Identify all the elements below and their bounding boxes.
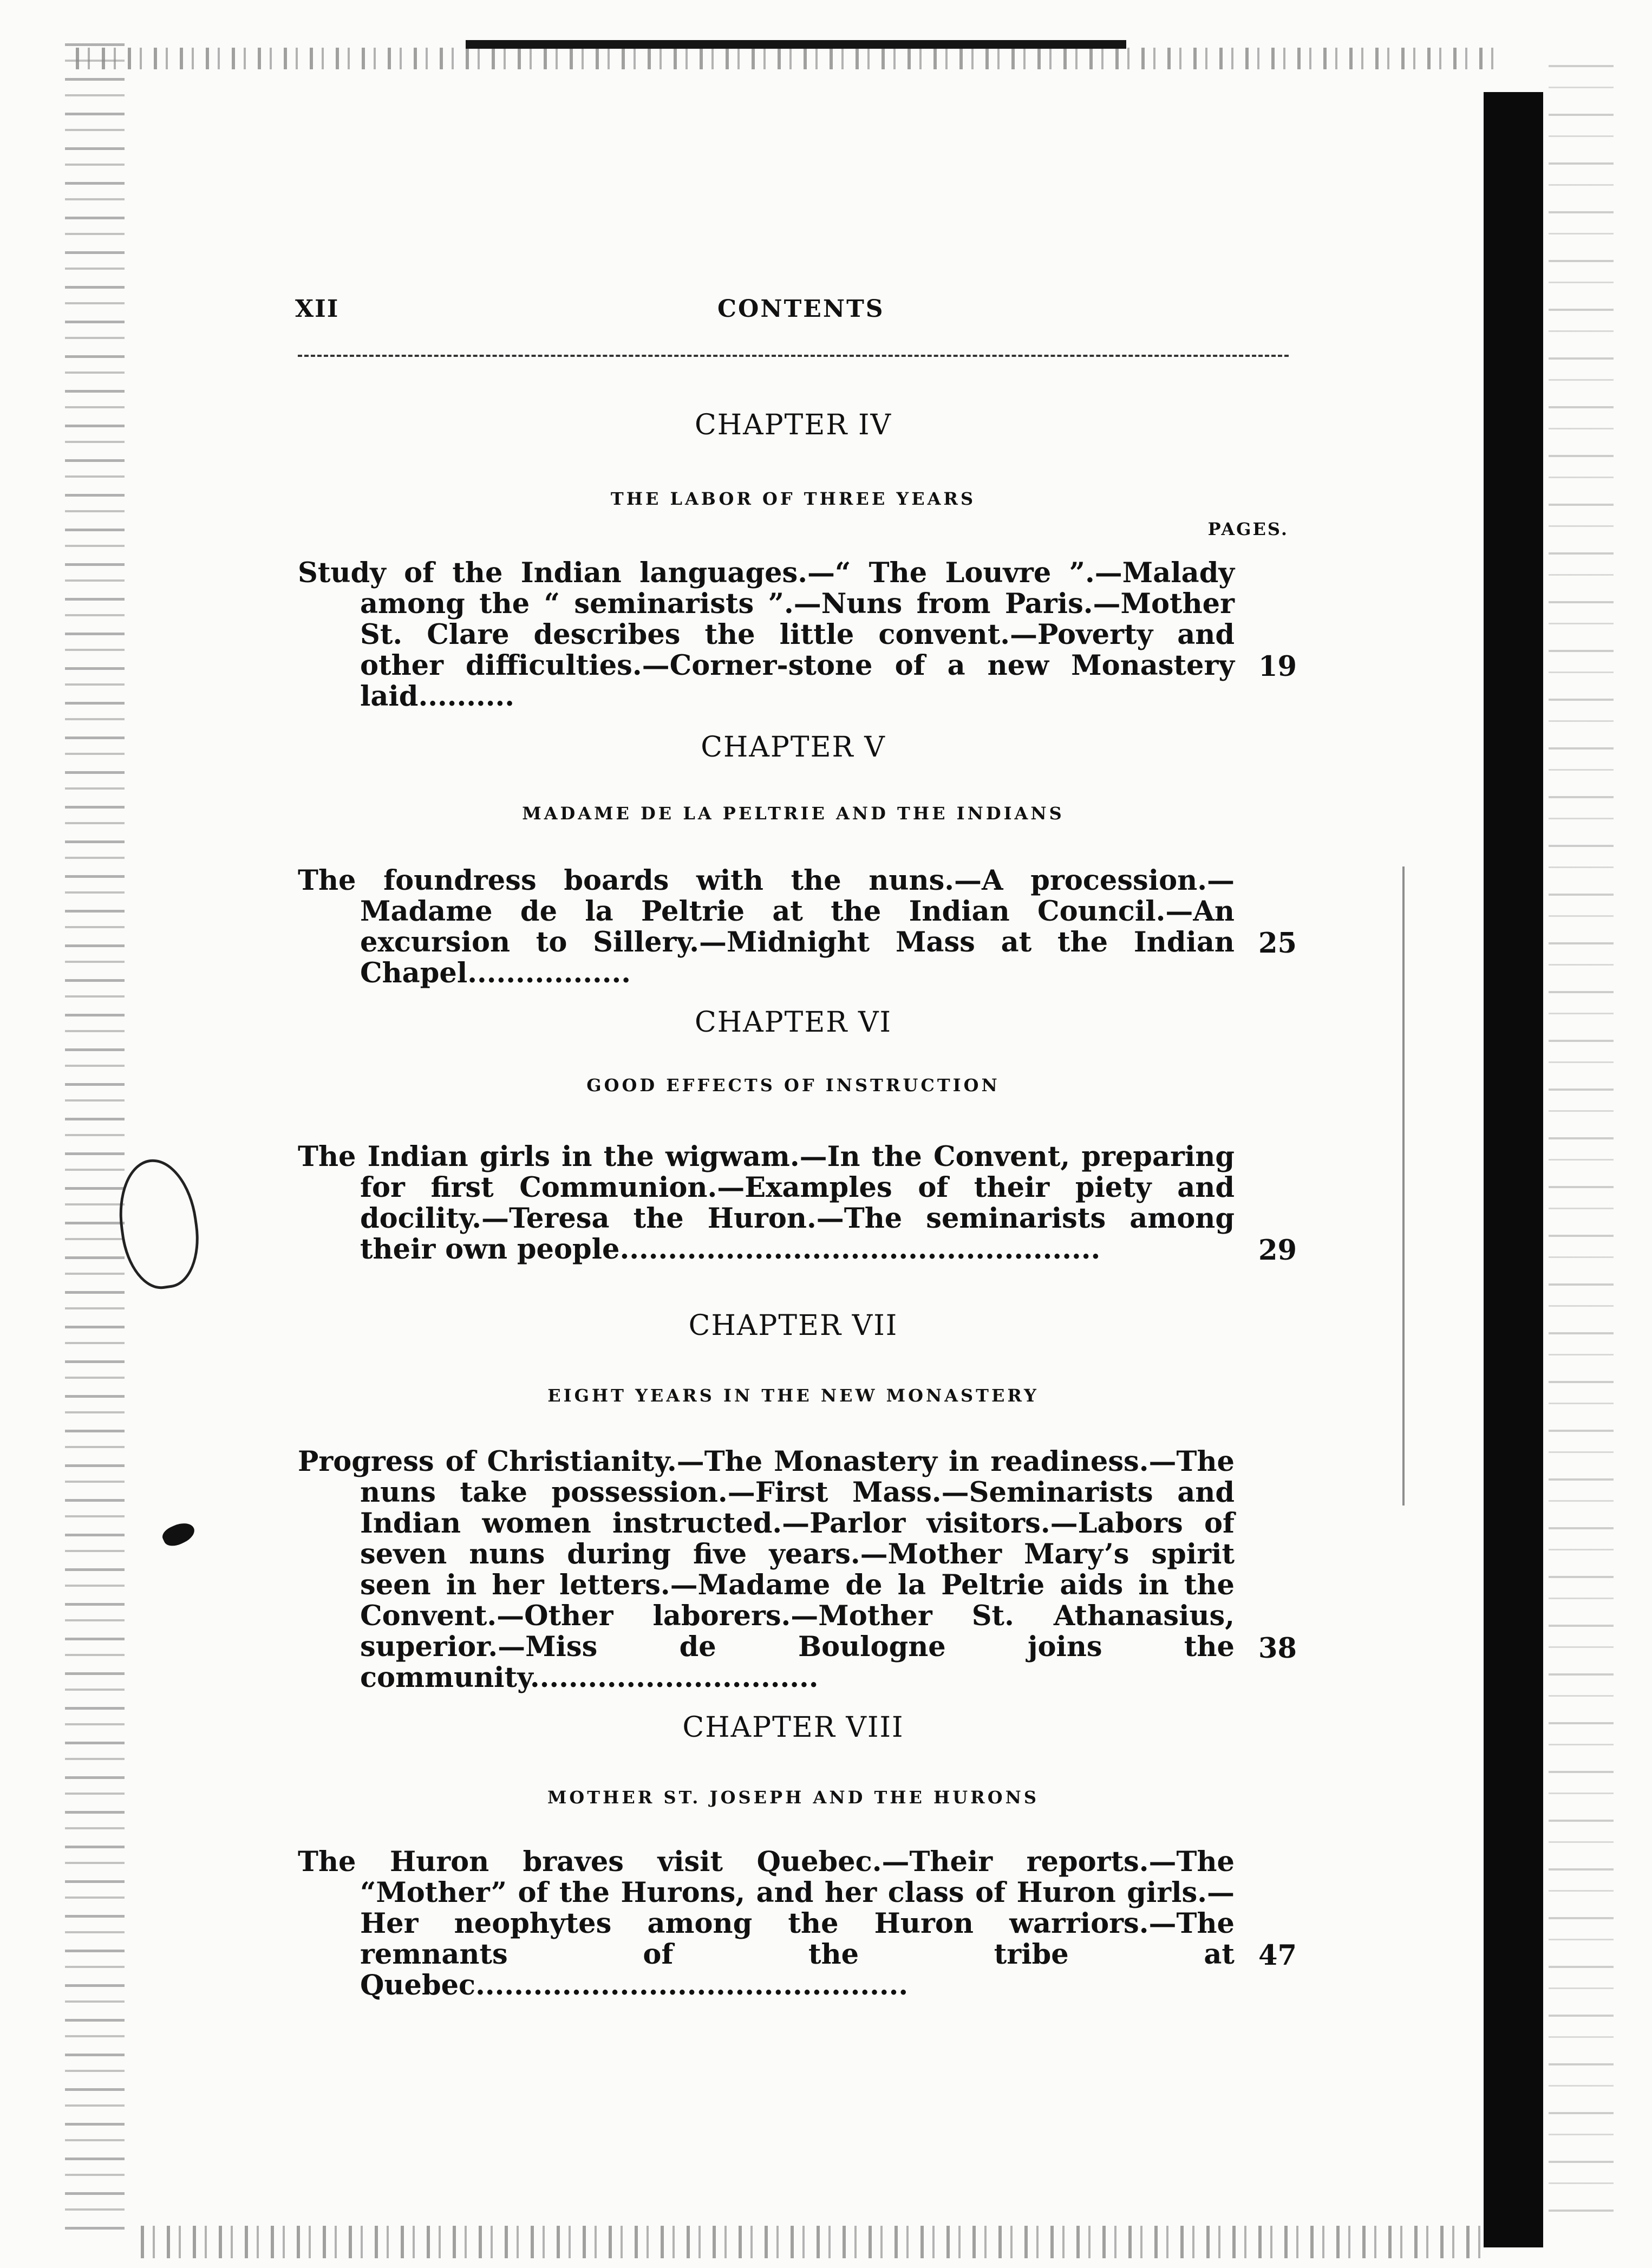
pages-column-label: PAGES. <box>1207 519 1289 539</box>
chapter-summary-text: The Indian girls in the wigwam.—In the Convent, preparing for first Communion.—Examples of their piety and docility.—Teresa the Huron.—The seminarists among their own people.................................................. <box>298 1140 1235 1266</box>
chapter-subtitle: MADAME DE LA PELTRIE AND THE INDIANS <box>522 803 1065 824</box>
chapter-summary <box>298 1142 1235 1265</box>
chapter-subtitle: EIGHT YEARS IN THE NEW MONASTERY <box>547 1385 1039 1406</box>
scan-noise-left <box>65 43 125 2242</box>
chapter-heading: CHAPTER V <box>701 731 886 764</box>
running-title: CONTENTS <box>717 295 885 323</box>
chapter-summary-text: Progress of Christianity.—The Monastery in readiness.—The nuns take possession.—First Mass.—Seminarists and Indian women instructed.—Parlor visitors.—Labors of seven nuns during five years.—Mother Mary’s spirit seen in her letters.—Madame de la Peltrie aids in the Convent.—Other laborers.—Mother St. Athanasius, superior.—Miss de Boulogne joins the community.............................. <box>298 1445 1235 1694</box>
chapter-page-number: 25 <box>1258 927 1297 960</box>
chapter-page-number: 19 <box>1258 650 1297 683</box>
header-rule <box>298 355 1289 357</box>
chapter-heading: CHAPTER VII <box>688 1309 898 1342</box>
chapter-summary <box>298 865 1235 989</box>
chapter-summary-text: Study of the Indian languages.—“ The Louvre ”.—Malady among the “ seminarists ”.—Nuns from Paris.—Mother St. Clare describes the little convent.—Poverty and other difficulties.—Corner-stone of a new Monastery laid.......... <box>298 557 1235 713</box>
chapter-heading: CHAPTER IV <box>694 409 892 441</box>
scan-noise-bottom <box>141 2226 1484 2258</box>
binding-shadow <box>1484 92 1543 2247</box>
chapter-summary-text: The foundress boards with the nuns.—A procession.—Madame de la Peltrie at the Indian Council.—An excursion to Sillery.—Midnight Mass at the Indian Chapel................. <box>298 864 1235 989</box>
chapter-summary <box>298 558 1235 712</box>
page-folio: XII <box>295 295 339 323</box>
chapter-subtitle: GOOD EFFECTS OF INSTRUCTION <box>586 1075 1000 1096</box>
chapter-summary <box>298 1446 1235 1693</box>
chapter-summary-text: The Huron braves visit Quebec.—Their reports.—The “Mother” of the Hurons, and her class of Huron girls.—Her neophytes among the Huron warriors.—The remnants of the tribe at Quebec............................................. <box>298 1846 1235 2002</box>
running-header <box>295 295 1291 328</box>
chapter-heading: CHAPTER VI <box>694 1006 892 1039</box>
chapter-page-number: 29 <box>1258 1234 1297 1267</box>
chapter-page-number: 38 <box>1258 1632 1297 1665</box>
chapter-subtitle: THE LABOR OF THREE YEARS <box>610 488 976 509</box>
scan-top-bar <box>466 40 1126 49</box>
ink-blot <box>160 1518 198 1550</box>
chapter-page-number: 47 <box>1258 1939 1297 1972</box>
chapter-heading: CHAPTER VIII <box>682 1711 904 1744</box>
pencil-mark <box>112 1154 206 1293</box>
scan-noise-right <box>1549 65 1614 2231</box>
scan-noise-top <box>76 48 1494 69</box>
chapter-summary <box>298 1847 1235 2001</box>
margin-line <box>1402 866 1405 1506</box>
chapter-subtitle: MOTHER ST. JOSEPH AND THE HURONS <box>547 1787 1039 1808</box>
